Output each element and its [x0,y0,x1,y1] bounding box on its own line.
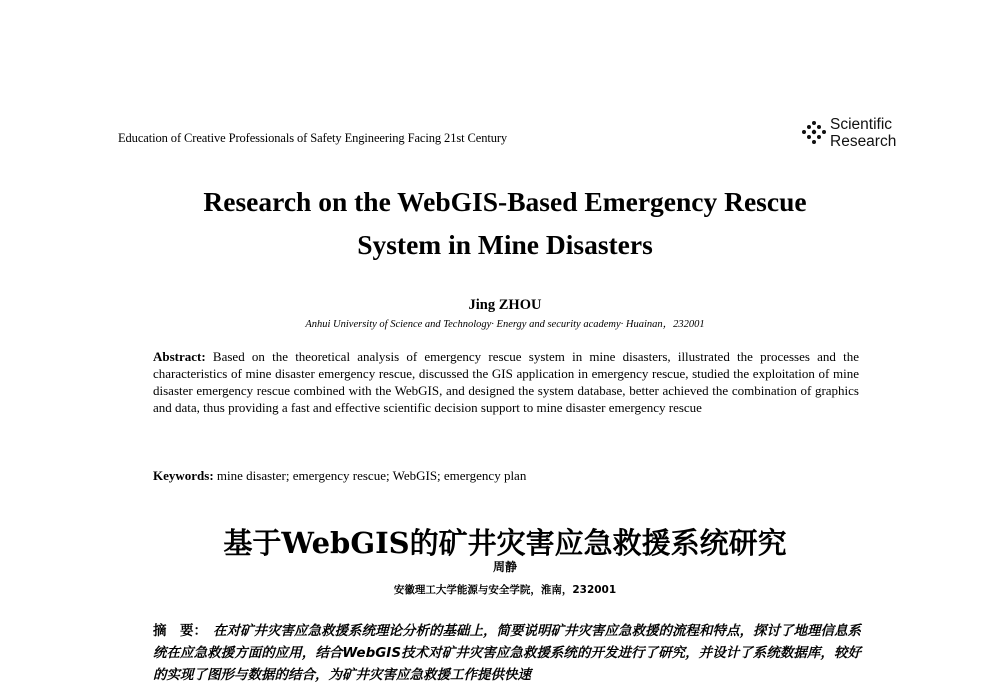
chinese-author: 周静 [492,560,517,574]
abstract-label: Abstract: [153,349,206,364]
keywords-label: Keywords: [153,468,214,483]
paper-title [100,180,910,266]
abstract [153,348,859,416]
title-line-1: Research on the WebGIS-Based Emergency Rescue [203,186,807,217]
keywords [153,468,526,484]
dots-logo-icon [800,120,828,146]
keywords-text: mine disaster; emergency rescue; WebGIS; emergency plan [213,468,527,483]
author-name: Jing ZHOU [468,297,542,313]
author-affiliation: Anhui University of Science and Technology· Energy and security academy· Huainan，232001 [305,319,705,330]
logo-wordmark: Scientific Research [830,116,897,150]
chinese-abstract [153,620,861,686]
series-header: Education of Creative Professionals of Safety Engineering Facing 21st Century [118,131,508,145]
title-line-2: System in Mine Disasters [357,229,653,260]
chinese-abstract-text: 在对矿井灾害应急救援系统理论分析的基础上，简要说明矿井灾害应急救援的流程和特点，探讨了地理信息系统在应急救援方面的应用，结合WebGIS技术对矿井灾害应急救援系统的开发进行了研究，并设计了系统数据库，较好的实现了图形与数据的结合，为矿井灾害应急救援工作提供快速 [153,623,861,683]
chinese-title: 基于WebGIS的矿井灾害应急救援系统研究 [223,526,787,560]
chinese-abstract-label: 摘 要： [153,623,207,639]
abstract-text: Based on the theoretical analysis of emergency rescue system in mine disasters, illustrated the processes and the characteristics of mine disaster emergency rescue, discussed the GIS application in emergency rescue, studied the exploitation of mine disaster emergency rescue combined with the WebGIS, and designed the system database, better achieved the combination of graphics and data, thus providing a fast and effective scientific decision support to mine disaster emergency rescue [153,349,859,415]
chinese-affiliation: 安徽理工大学能源与安全学院，淮南，232001 [393,584,617,596]
publisher-logo [800,116,900,152]
